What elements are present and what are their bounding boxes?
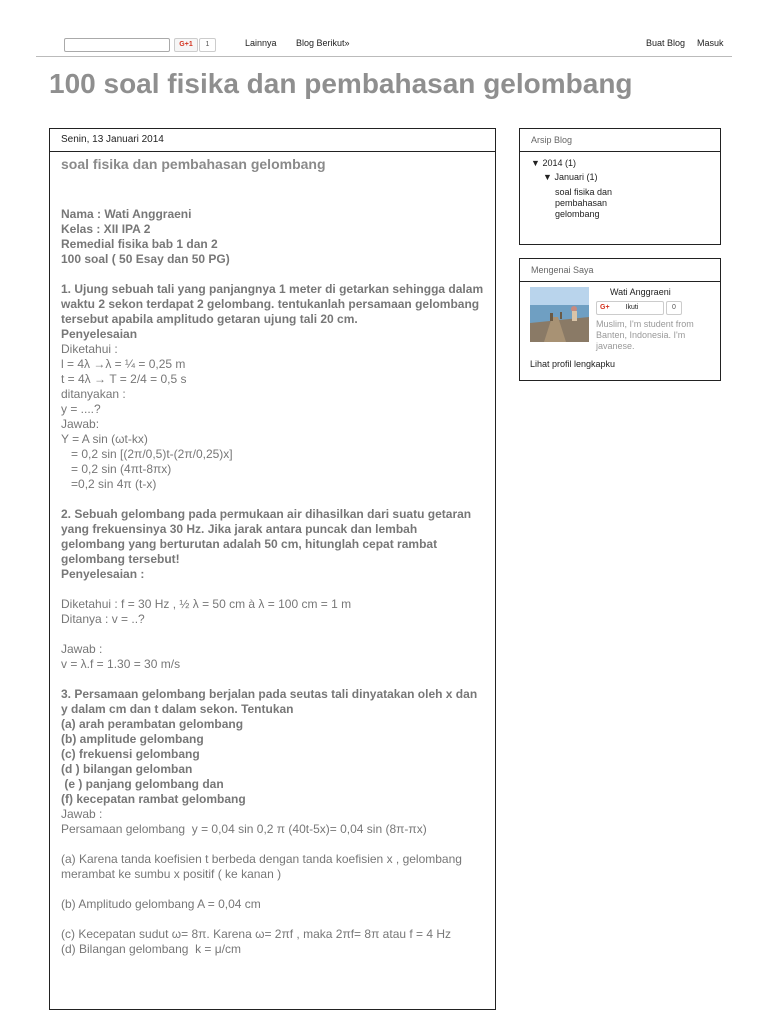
- post-line: (d) Bilangan gelombang k = μ/cm: [61, 942, 242, 956]
- create-blog-link[interactable]: Buat Blog: [646, 38, 686, 48]
- about-heading: Mengenai Saya: [520, 259, 720, 282]
- profile-link[interactable]: Lihat profil lengkapku: [530, 359, 616, 369]
- post-title[interactable]: soal fisika dan pembahasan gelombang: [61, 156, 326, 172]
- spacer: [61, 837, 484, 852]
- triangle-down-icon[interactable]: ▼: [531, 158, 540, 168]
- archive-heading: Arsip Blog: [520, 129, 720, 152]
- post-line: Y = A sin (ωt-kx): [61, 432, 148, 446]
- post-date: Senin, 13 Januari 2014: [50, 129, 495, 152]
- post-line: Kelas : XII IPA 2: [61, 222, 151, 236]
- post-line: Jawab :: [61, 642, 103, 656]
- post-line: Jawab:: [61, 417, 100, 431]
- archive-month-count: (1): [586, 172, 598, 182]
- more-link[interactable]: Lainnya: [245, 38, 277, 48]
- post-line: (c) Kecepatan sudut ω= 8π. Karena ω= 2πf , maka 2πf= 8π atau f = 4 Hz: [61, 927, 452, 941]
- spacer: [61, 672, 484, 687]
- post-line: v = λ.f = 1.30 = 30 m/s: [61, 657, 181, 671]
- post-line: Nama : Wati Anggraeni: [61, 207, 192, 221]
- post-line: = 0,2 sin [(2π/0,5)t-(2π/0,25)x]: [61, 447, 233, 461]
- spacer: [61, 912, 484, 927]
- post-line: Remedial fisika bab 1 dan 2: [61, 237, 218, 251]
- spacer: [61, 267, 484, 282]
- post-line: 3. Persamaan gelombang berjalan pada seutas tali dinyatakan oleh x dan y dalam cm dan t dalam sekon. Tentukan: [61, 687, 481, 716]
- post-line: 1. Ujung sebuah tali yang panjangnya 1 meter di getarkan sehingga dalam waktu 2 sekon terdapat 2 gelombang. tentukanlah persamaan gelombang tersebut apabila amplitudo getaran ujung tali 20 cm.: [61, 282, 487, 326]
- post-line: (b) amplitude gelombang: [61, 732, 204, 746]
- post-line: y = ....?: [61, 402, 101, 416]
- spacer: [61, 582, 484, 597]
- post-line: (d ) bilangan gelomban: [61, 762, 193, 776]
- navbar: [36, 34, 732, 57]
- post-line: Ditanya : v = ..?: [61, 612, 145, 626]
- post-line: ditanyakan :: [61, 387, 126, 401]
- post-line: t = 4λ → T = 2/4 = 0,5 s: [61, 372, 187, 386]
- next-blog-link[interactable]: Blog Berikut»: [296, 38, 350, 48]
- follow-button[interactable]: [596, 301, 664, 315]
- post-line: l = 4λ →λ = ¼ = 0,25 m: [61, 357, 186, 371]
- archive-year-label[interactable]: 2014: [542, 158, 563, 168]
- follow-count: 0: [666, 301, 682, 315]
- triangle-down-icon[interactable]: ▼: [543, 172, 552, 182]
- archive-widget: [519, 128, 721, 245]
- post-line: (f) kecepatan rambat gelombang: [61, 792, 246, 806]
- post-line: Diketahui :: [61, 342, 118, 356]
- archive-year-count: (1): [564, 158, 576, 168]
- about-widget: [519, 258, 721, 381]
- profile-description: Muslim, I'm student from Banten, Indonesia. I'm javanese.: [596, 319, 694, 351]
- post-line: Penyelesaian :: [61, 567, 145, 581]
- post-content: [61, 207, 487, 957]
- post-body: [50, 152, 495, 962]
- archive-month-label[interactable]: Januari: [554, 172, 584, 182]
- blog-title[interactable]: 100 soal fisika dan pembahasan gelombang: [49, 68, 633, 99]
- google-plus-icon: G+: [600, 304, 610, 311]
- post-line: Penyelesaian: [61, 327, 138, 341]
- post-container: [49, 128, 496, 1010]
- archive-month[interactable]: [531, 170, 720, 184]
- spacer: [61, 627, 484, 642]
- post-line: 2. Sebuah gelombang pada permukaan air dihasilkan dari suatu getaran yang frekuensinya 30 Hz. Jika jarak antara puncak dan lembah gelombang yang berturutan adalah 50 cm, hitunglah cepat rambat gelombang tersebut!: [61, 507, 475, 566]
- post-line: (a) Karena tanda koefisien t berbeda dengan tanda koefisien x , gelombang merambat ke sumbu x positif ( ke kanan ): [61, 852, 466, 881]
- follow-label: Ikuti: [625, 304, 639, 311]
- post-line: (a) arah perambatan gelombang: [61, 717, 244, 731]
- gplus-button[interactable]: G+1: [174, 38, 198, 52]
- post-line: (e ) panjang gelombang dan: [61, 777, 224, 791]
- post-line: = 0,2 sin (4πt-8πx): [61, 462, 172, 476]
- profile-name[interactable]: Wati Anggraeni: [610, 287, 671, 297]
- post-line: 100 soal ( 50 Esay dan 50 PG): [61, 252, 230, 266]
- post-line: Diketahui : f = 30 Hz , ½ λ = 50 cm à λ = 100 cm = 1 m: [61, 597, 352, 611]
- spacer: [61, 492, 484, 507]
- archive-year[interactable]: [531, 156, 720, 170]
- archive-post-link[interactable]: soal fisika dan pembahasan gelombang: [555, 187, 613, 219]
- profile-photo[interactable]: [530, 287, 589, 342]
- search-input[interactable]: [64, 38, 170, 52]
- spacer: [61, 882, 484, 897]
- gplus-count: 1: [199, 38, 216, 52]
- post-line: =0,2 sin 4π (t-x): [61, 477, 157, 491]
- sign-in-link[interactable]: Masuk: [697, 38, 724, 48]
- post-line: (b) Amplitudo gelombang A = 0,04 cm: [61, 897, 261, 911]
- post-line: (c) frekuensi gelombang: [61, 747, 200, 761]
- post-line: Persamaan gelombang y = 0,04 sin 0,2 π (40t-5x)= 0,04 sin (8π-πx): [61, 822, 427, 836]
- post-line: Jawab :: [61, 807, 103, 821]
